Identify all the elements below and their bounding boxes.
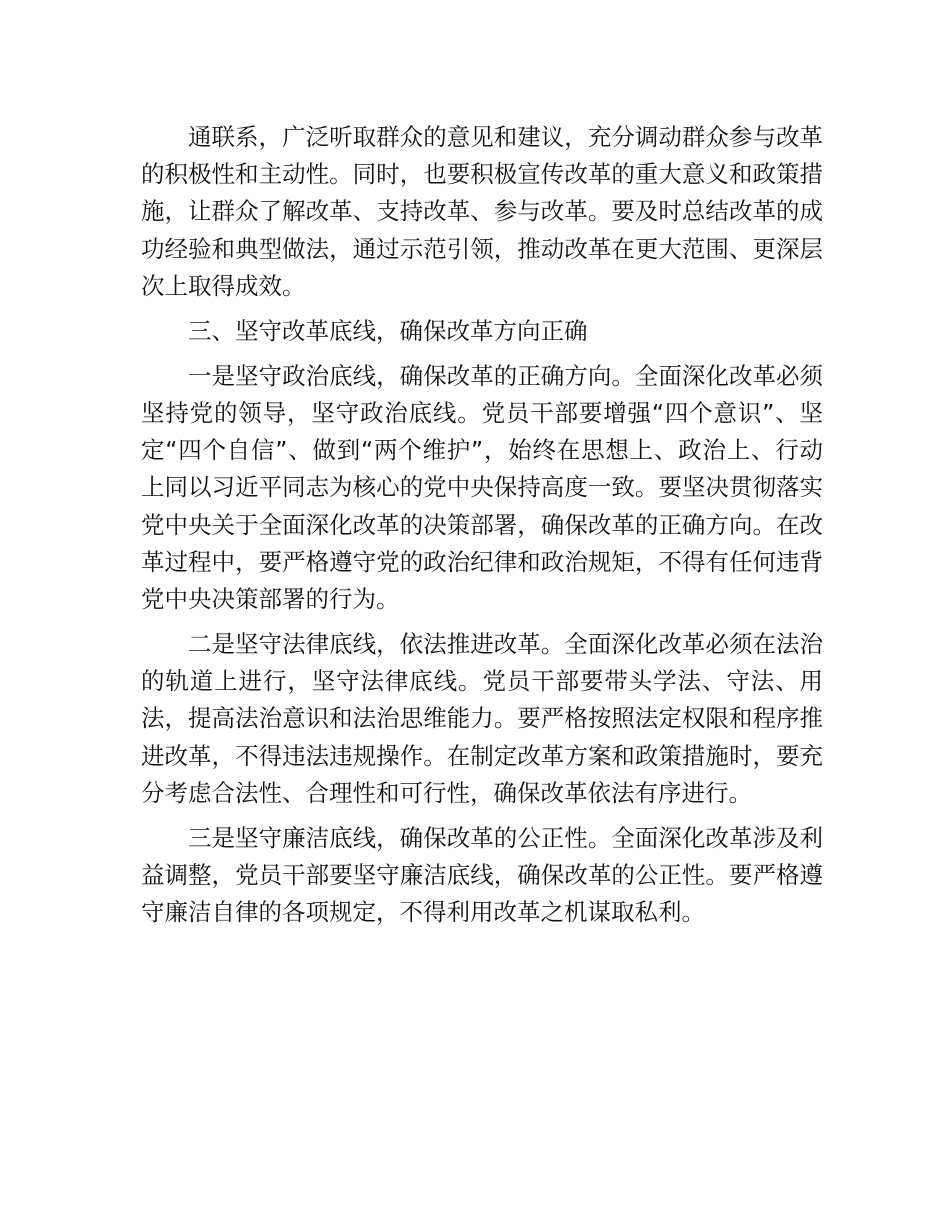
paragraph-legal-bottom-line: 二是坚守法律底线，依法推进改革。全面深化改革必须在法治的轨道上进行，坚守法律底线。党员干部要带头学法、守法、用法，提高法治意识和法治思维能力。要严格按照法定权限和程序推进改革，不得违法违规操作。在制定改革方案和政策措施时，要充分考虑合法性、合理性和可行性，确保改革依法有序进行。 [141,630,823,807]
paragraph-integrity-bottom-line: 三是坚守廉洁底线，确保改革的公正性。全面深化改革涉及利益调整，党员干部要坚守廉洁底线，确保改革的公正性。要严格遵守廉洁自律的各项规定，不得利用改革之机谋取私利。 [141,823,823,927]
paragraph-political-bottom-line: 一是坚守政治底线，确保改革的正确方向。全面深化改革必须坚持党的领导，坚守政治底线。党员干部要增强“四个意识”、坚定“四个自信”、做到“两个维护”，始终在思想上、政治上、行动上同以习近平同志为核心的党中央保持高度一致。要坚决贯彻落实党中央关于全面深化改革的决策部署，确保改革的正确方向。在改革过程中，要严格遵守党的政治纪律和政治规矩，不得有任何违背党中央决策部署的行为。 [141,361,823,614]
paragraph-continuation: 通联系，广泛听取群众的意见和建议，充分调动群众参与改革的积极性和主动性。同时，也要积极宣传改革的重大意义和政策措施，让群众了解改革、支持改革、参与改革。要及时总结改革的成功经验和典型做法，通过示范引领，推动改革在更大范围、更深层次上取得成效。 [141,123,823,300]
section-heading: 三、坚守改革底线，确保改革方向正确 [188,316,588,345]
document-body [141,119,823,931]
